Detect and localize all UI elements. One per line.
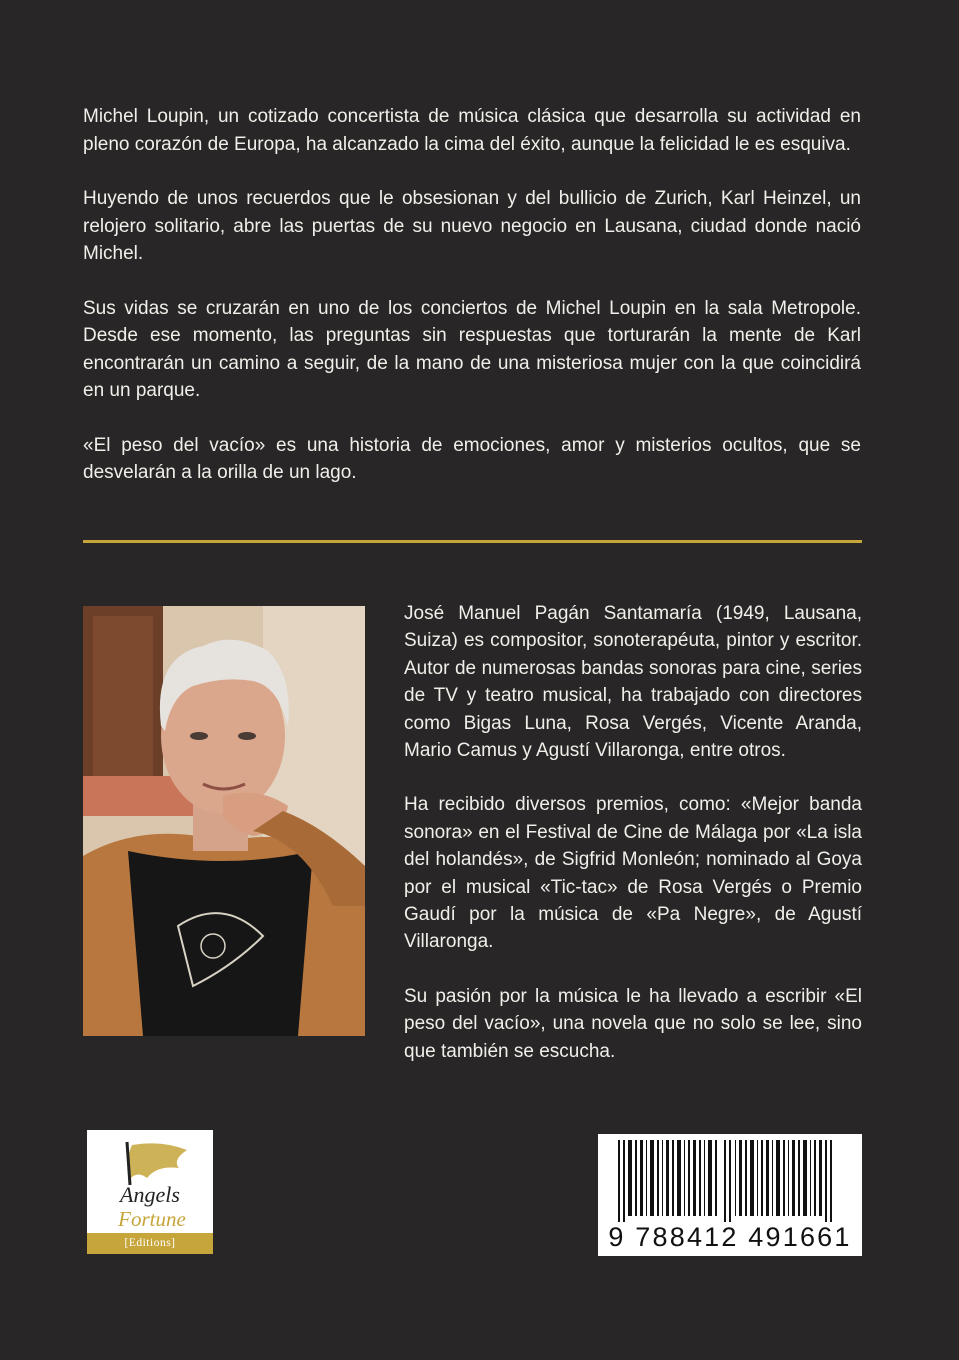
isbn-digits: 9 788412 491661 <box>608 1222 852 1252</box>
publisher-emblem-icon <box>87 1130 213 1234</box>
bio-paragraph-2: Ha recibido diversos premios, como: «Mejor banda sonora» en el Festival de Cine de Málaga por «La isla del holandés», de Sigfrid Monleón; nominado al Goya por el musical «Tic-tac» de Rosa Vergés o Premio Gaudí por la música de «Pa Negre», de Agustí Villaronga. <box>404 794 862 953</box>
publisher-logo <box>87 1130 213 1254</box>
author-photo <box>83 606 365 1036</box>
publisher-name-line1: Angels <box>120 1182 180 1207</box>
synopsis <box>83 103 861 514</box>
synopsis-paragraph-1: Michel Loupin, un cotizado concertista de música clásica que desarrolla su actividad en pleno corazón de Europa, ha alcanzado la cima del éxito, aunque la felicidad le es esquiva. <box>83 106 861 155</box>
synopsis-paragraph-3: Sus vidas se cruzarán en uno de los conciertos de Michel Loupin en la sala Metropole. Desde ese momento, las preguntas sin respuestas que torturarán la mente de Karl encontrarán un camino a seguir, de la mano de una misteriosa mujer con la que coincidirá en un parque. <box>83 297 861 401</box>
synopsis-paragraph-2: Huyendo de unos recuerdos que le obsesionan y del bullicio de Zurich, Karl Heinzel, un relojero solitario, abre las puertas de su nuevo negocio en Lausana, ciudad donde nació Michel. <box>83 188 861 264</box>
bio-paragraph-3: Su pasión por la música le ha llevado a escribir «El peso del vacío», una novela que no solo se lee, sino que también se escucha. <box>404 985 862 1062</box>
gold-divider <box>83 540 862 543</box>
publisher-editions-label: [Editions] <box>87 1233 213 1254</box>
bio-paragraph-1: José Manuel Pagán Santamaría (1949, Lausana, Suiza) es compositor, sonoterapéuta, pintor y escritor. Autor de numerosas bandas sonoras para cine, series de TV y teatro musical, ha trabajado con directores como Bigas Luna, Rosa Vergés, Vicente Aranda, Mario Camus y Agustí Villaronga, entre otros. <box>404 603 862 762</box>
publisher-name-line2: Fortune <box>118 1207 186 1231</box>
synopsis-paragraph-4: «El peso del vacío» es una historia de emociones, amor y misterios ocultos, que se desvelarán a la orilla de un lago. <box>83 434 861 483</box>
isbn-barcode <box>598 1134 862 1256</box>
author-bio <box>404 600 862 1092</box>
